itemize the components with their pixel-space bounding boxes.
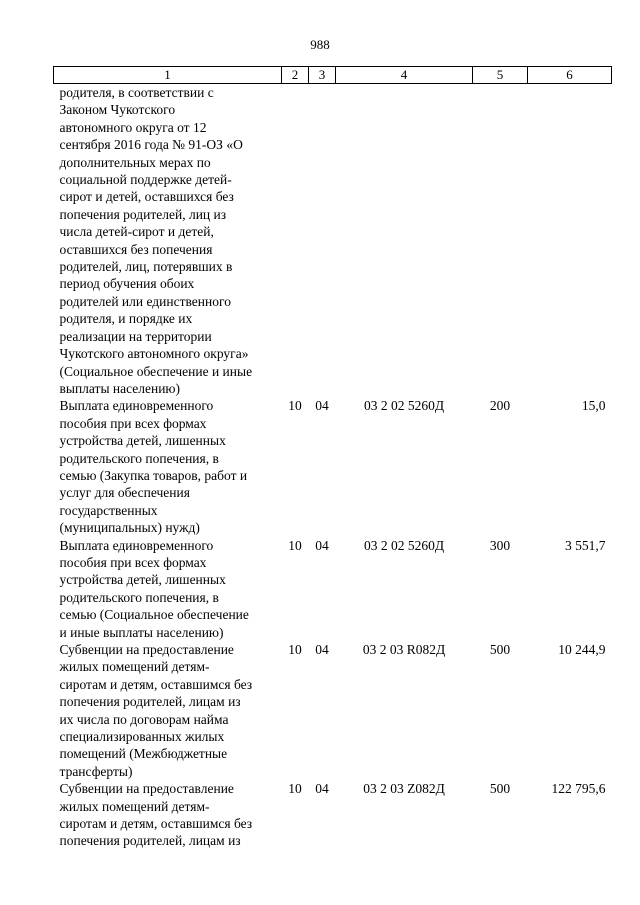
table-row (54, 397, 612, 536)
table-row (54, 780, 612, 850)
page-number: 988 (310, 37, 330, 52)
row-section: 10 (288, 642, 302, 657)
header-col-3: 3 (309, 67, 336, 84)
row-expense-type (473, 84, 528, 398)
row-section: 10 (288, 398, 302, 414)
table-row (54, 641, 612, 780)
table-row (54, 537, 612, 641)
header-col-5: 5 (473, 67, 528, 84)
row-expense-type: 500 (489, 781, 511, 797)
row-description: Субвенции на предоставление жилых помещений детям- сиротам и детям, оставшимся без попечения родителей, лицам из (59, 781, 253, 849)
row-expense-type: 500 (489, 642, 511, 657)
row-subsection: 04 (315, 781, 329, 797)
header-col-1: 1 (54, 67, 282, 84)
row-amount: 122 795,6 (551, 781, 606, 797)
row-subsection: 04 (315, 537, 329, 553)
row-target-article: 03 2 03 Z082Д (363, 781, 445, 797)
row-description: Выплата единовременного пособия при всех формах устройства детей, лишенных родительского попечения, в семью (Социальное обеспечение и иные выплаты населению) (59, 537, 249, 640)
table-row (54, 84, 612, 398)
row-description: Субвенции на предоставление жилых помещений детям- сиротам и детям, оставшимся без попечения родителей, лицам из их числа по договорам найма специализированных жилых помещений (Межбюджетные трансферты) (59, 642, 253, 779)
row-subsection (309, 84, 336, 398)
budget-table (53, 66, 612, 850)
row-amount: 10 244,9 (558, 642, 606, 657)
row-target-article: 03 2 02 5260Д (363, 537, 445, 553)
row-expense-type: 300 (489, 537, 511, 553)
row-amount: 3 551,7 (565, 537, 606, 553)
header-col-6: 6 (528, 67, 612, 84)
row-amount: 15,0 (581, 398, 606, 414)
row-section (282, 84, 309, 398)
table-header (54, 67, 612, 84)
row-amount (528, 84, 612, 398)
row-subsection: 04 (315, 642, 329, 657)
row-section: 10 (288, 537, 302, 553)
row-subsection: 04 (315, 398, 329, 414)
row-target-article: 03 2 02 5260Д (363, 398, 445, 414)
row-description: Выплата единовременного пособия при всех формах устройства детей, лишенных родительского попечения, в семью (Закупка товаров, работ и услуг для обеспечения государственных (муниципальных) нужд) (59, 398, 248, 536)
row-section: 10 (288, 781, 302, 797)
row-description: родителя, в соответствии с Законом Чукотского автономного округа от 12 сентября 2016 года № 91-ОЗ «О дополнительных мерах по социальной поддержке детей- сирот и детей, оставшихся без попечения родителей, лиц из числа детей-сирот и детей, оставшихся без попечения родителей, лиц, потерявших в период обучения обоих родителей или единственного родителя, и порядке их реализации на территории Чукотского автономного округа» (Социальное обеспечение и иные выплаты населению) (59, 85, 253, 396)
row-target-article (336, 84, 473, 398)
row-expense-type: 200 (489, 398, 511, 414)
header-col-4: 4 (336, 67, 473, 84)
budget-table-container (53, 66, 611, 850)
row-target-article: 03 2 03 R082Д (362, 642, 446, 657)
header-col-2: 2 (282, 67, 309, 84)
table-body (54, 84, 612, 850)
header-row (54, 67, 612, 84)
